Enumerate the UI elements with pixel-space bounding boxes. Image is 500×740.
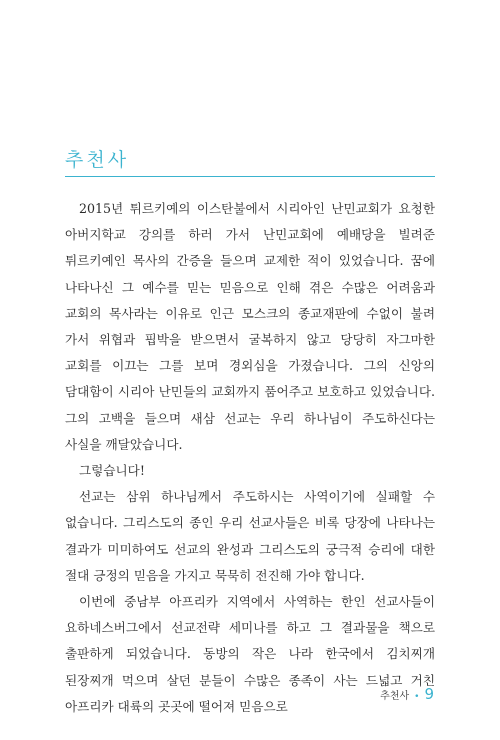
body-paragraph: 2015년 튀르키예의 이스탄불에서 시리아인 난민교회가 요청한 아버지학교 강의를 하러 가서 난민교회에 예배당을 빌려준 튀르키예인 목사의 간증을 들으며 교제한 적이 있었습니다. 꿈에 나타나신 그 예수를 믿는 믿음으로 인해 겪은 수많은 어려움과 교회의 목사라는 이유로 인근 모스크의 종교재판에 수없이 불려 가서 위협과 핍박을 받으면서 굴복하지 않고 당당히 자그마한 교회를 이끄는 그를 보며 경외심을 가졌습니다. 그의 신앙의 담대함이 시리아 난민들의 교회까지 품어주고 보호하고 있었습니다. 그의 고백을 들으며 새삼 선교는 우리 하나님이 주도하신다는 사실을 깨달았습니다.	[65, 201, 435, 452]
body-text	[65, 196, 435, 720]
running-footer-title: 추천사	[380, 691, 410, 702]
page-footer	[380, 685, 434, 705]
title-underline	[65, 176, 435, 177]
page-number: 9	[424, 685, 434, 703]
section-title: 추천사	[65, 149, 130, 171]
body-paragraph: 그렇습니다!	[79, 463, 145, 479]
body-paragraph: 선교는 삼위 하나님께서 주도하시는 사역이기에 실패할 수 없습니다. 그리스도의 종인 우리 선교사들은 비록 당장에 나타나는 결과가 미미하여도 선교의 완성과 그리스도의 궁극적 승리에 대한 절대 긍정의 믿음을 가지고 묵묵히 전진해 가야 합니다.	[65, 489, 435, 583]
section-heading	[65, 143, 435, 179]
body-paragraph: 이번에 중남부 아프리카 지역에서 사역하는 한인 선교사들이 요하네스버그에서 선교전략 세미나를 하고 그 결과물을 책으로 출판하게 되었습니다. 동방의 작은 나라 한국에서 김치찌개 된장찌개 먹으며 살던 분들이 수많은 종족이 사는 드넓고 거친 아프리카 대륙의 곳곳에 떨어져 믿음으로	[65, 594, 435, 714]
footer-bullet: •	[414, 692, 420, 702]
